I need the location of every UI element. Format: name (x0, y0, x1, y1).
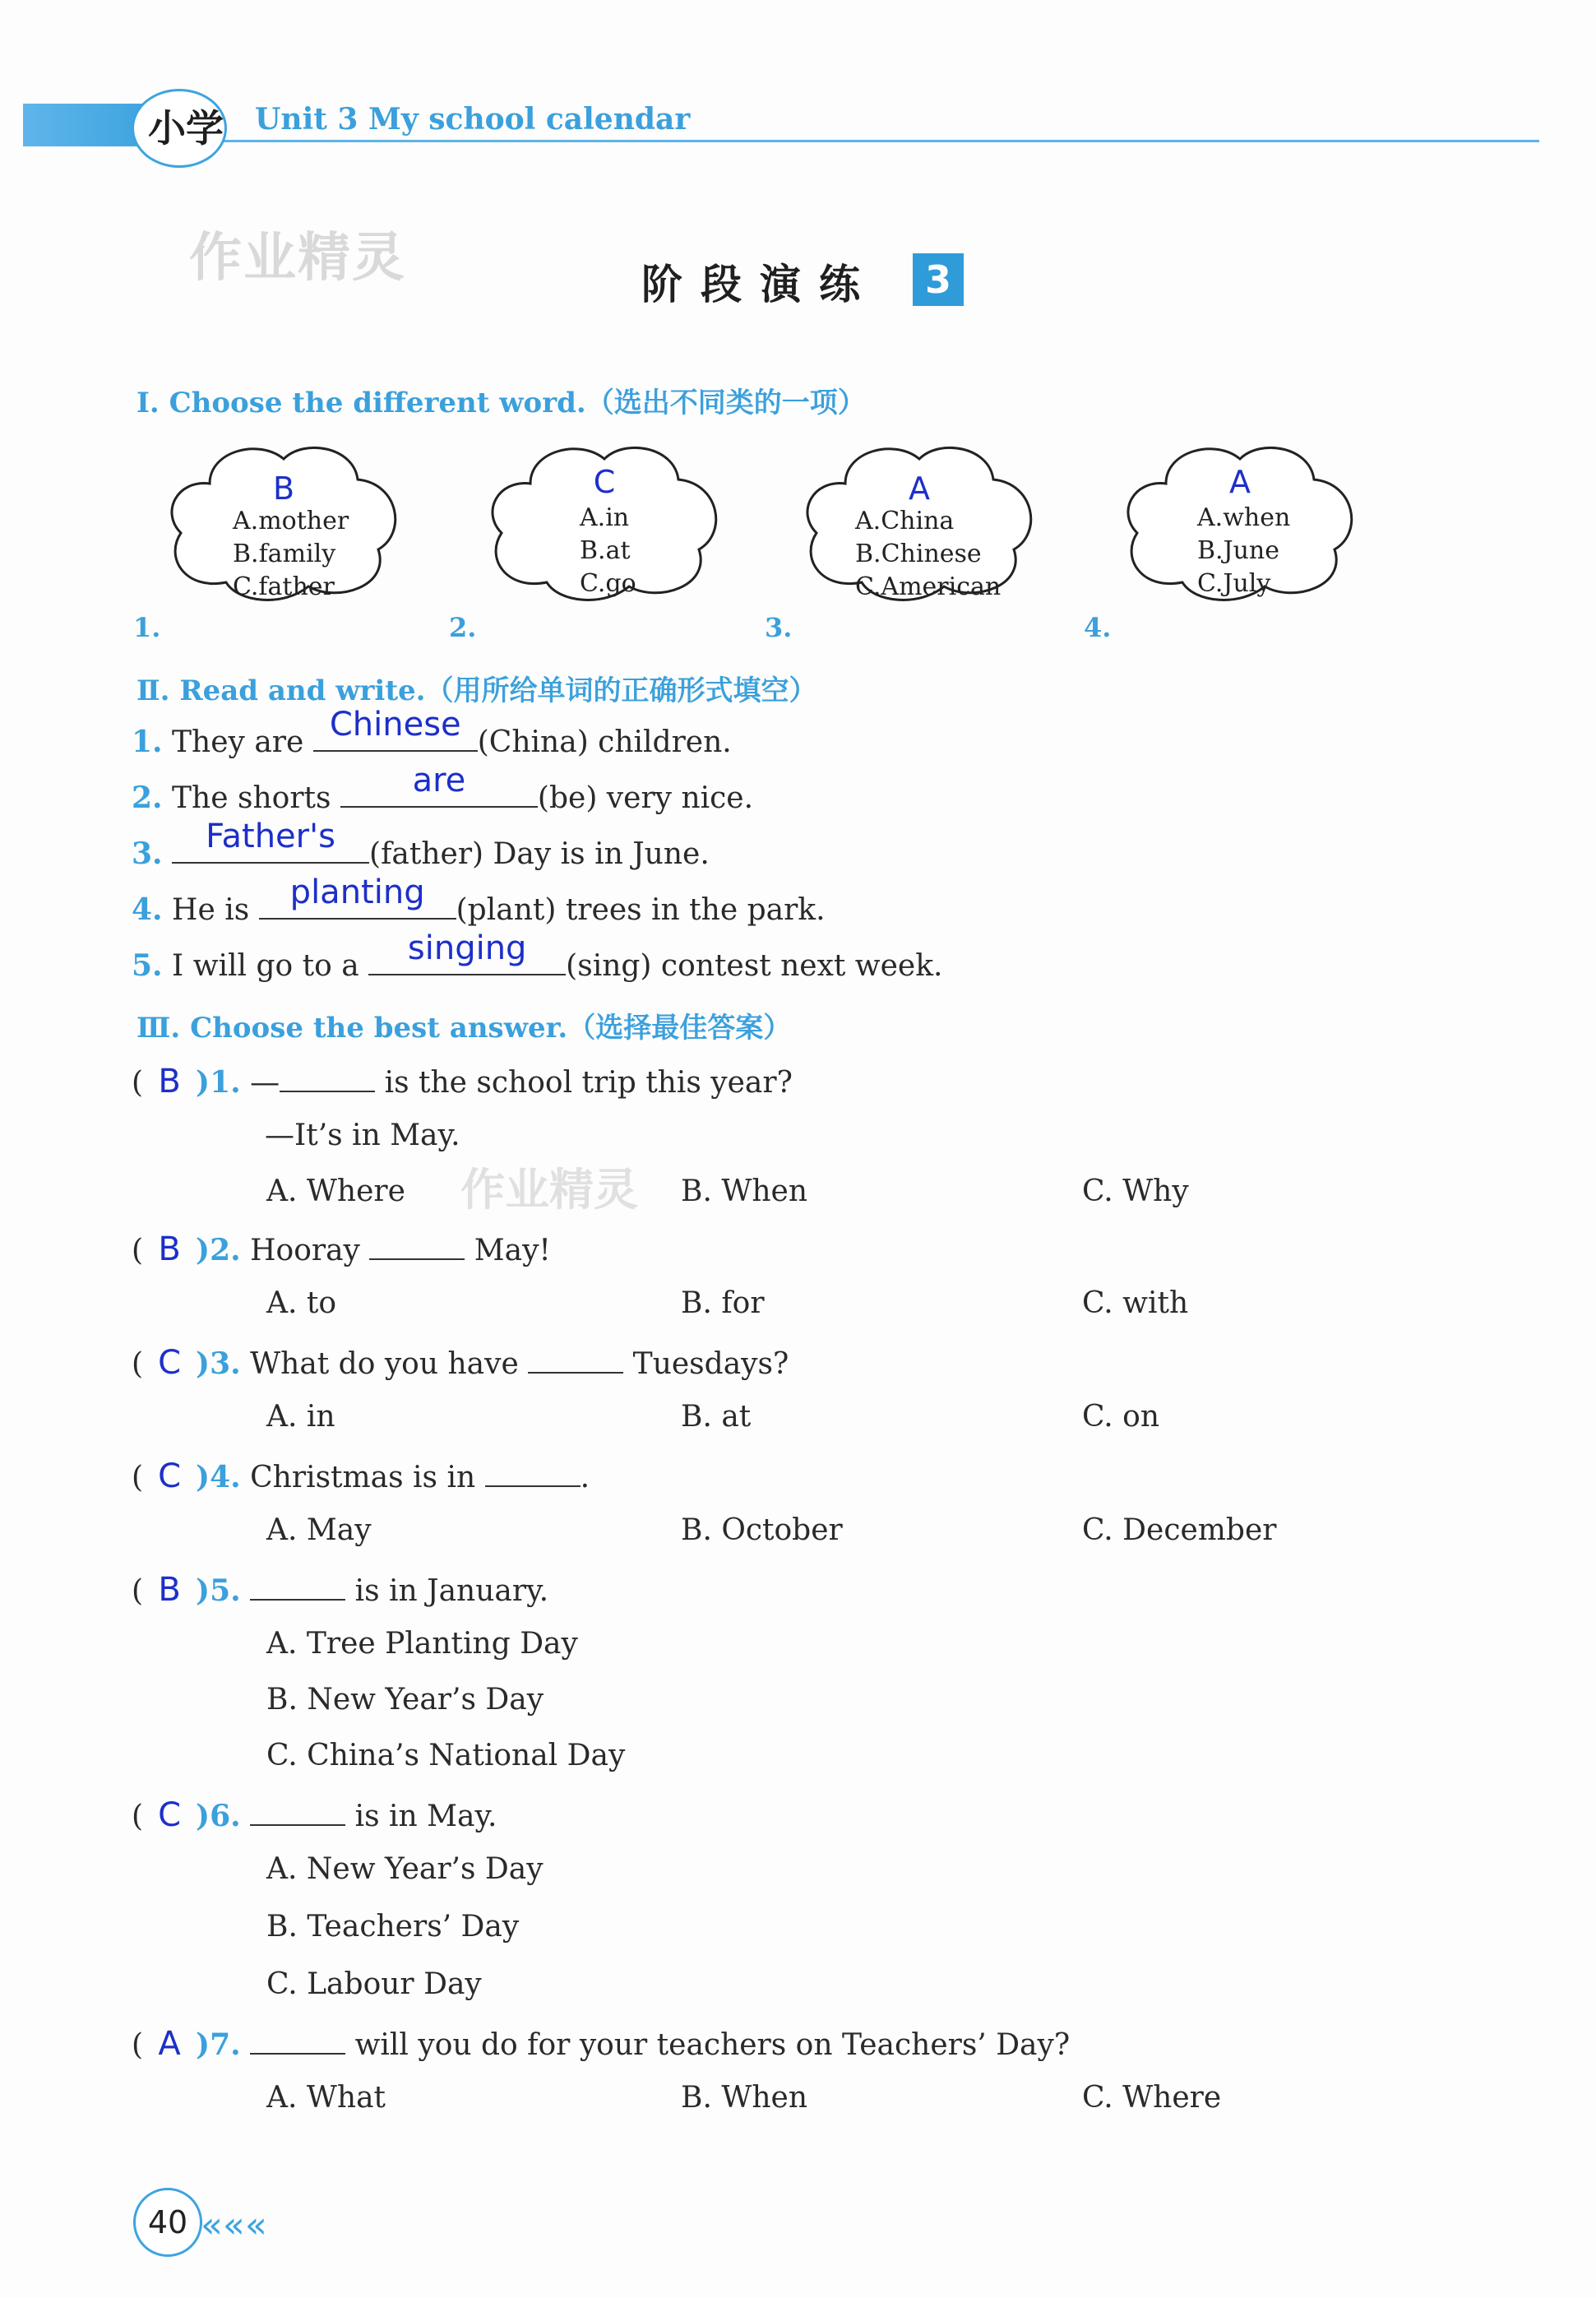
paren-open: ( (132, 1234, 144, 1267)
section-1-heading: Ⅰ. Choose the different word.（选出不同类的一项） (136, 387, 866, 419)
answer-blank (528, 1347, 623, 1374)
option: A. to (266, 1286, 337, 1320)
item-number: 4. (132, 892, 163, 927)
question-text: — (250, 1066, 280, 1100)
answer-mark: B (158, 1063, 181, 1100)
item-text: I will go to a (172, 949, 369, 983)
option: B. for (681, 1286, 765, 1320)
option: B.Chinese (855, 540, 982, 568)
fill-in-item (132, 762, 754, 815)
item-text: (be) very nice. (537, 781, 754, 815)
question-text: is in January. (345, 1574, 549, 1608)
item-text: The shorts (172, 781, 340, 815)
answer-mark: C (158, 1457, 182, 1495)
question-number: )7. (196, 2027, 241, 2062)
answer-blank (280, 1066, 375, 1092)
option: A. Tree Planting Day (266, 1627, 578, 1661)
question-text: Hooray (250, 1234, 370, 1267)
option: B. When (681, 2081, 808, 2115)
option: C. Why (1082, 1174, 1189, 1208)
option: B.at (580, 536, 631, 565)
option: C. Labour Day (266, 1967, 482, 2001)
cloud-option-box (160, 434, 407, 607)
answer-mark: A (1229, 464, 1251, 500)
paren-open: ( (132, 2028, 144, 2062)
option: B. October (681, 1513, 843, 1547)
item-text: (father) Day is in June. (369, 837, 710, 871)
option: C. with (1082, 1286, 1189, 1320)
mc-question (132, 2025, 1070, 2063)
option: C. Where (1082, 2081, 1222, 2115)
section-2-heading: Ⅱ. Read and write.（用所给单词的正确形式填空） (136, 674, 817, 707)
mc-question (132, 1571, 548, 1609)
header-rule (212, 140, 1539, 142)
answer-mark: B (158, 1230, 181, 1268)
answer-mark: A (909, 470, 930, 507)
answer-blank (369, 1234, 465, 1260)
question-number: )5. (196, 1573, 241, 1608)
dialogue-reply: —It’s in May. (265, 1119, 460, 1152)
paren-open: ( (132, 1461, 144, 1494)
question-text: will you do for your teachers on Teachers’ Day? (345, 2028, 1071, 2062)
mc-question (132, 1063, 793, 1100)
title-number-badge: 3 (913, 253, 964, 306)
question-number: 3. (765, 612, 793, 643)
watermark: 作业精灵 (460, 1164, 638, 1216)
item-number: 1. (132, 725, 163, 759)
item-text: (China) children. (477, 725, 732, 759)
mc-question (132, 1457, 590, 1495)
answer-blank (313, 706, 478, 752)
paren-open: ( (132, 1347, 144, 1381)
question-text: May! (465, 1234, 551, 1267)
question-number: 1. (133, 612, 161, 643)
option: C. on (1082, 1400, 1160, 1434)
fill-in-item (132, 929, 943, 983)
option: B.June (1197, 536, 1280, 565)
answer-blank (340, 762, 538, 808)
answer-blank (172, 818, 369, 864)
question-number: )1. (196, 1065, 241, 1100)
mc-question (132, 1796, 497, 1834)
item-number: 3. (132, 836, 163, 871)
unit-title: Unit 3 My school calendar (255, 102, 691, 137)
item-text: (sing) contest next week. (566, 949, 943, 983)
option: C. China’s National Day (266, 1739, 626, 1772)
paren-open: ( (132, 1066, 144, 1100)
question-number: 2. (449, 612, 477, 643)
paren-open: ( (132, 1800, 144, 1833)
fill-in-item (132, 873, 826, 927)
handwritten-answer: are (412, 762, 466, 799)
handwritten-answer: singing (407, 929, 527, 967)
option: A. What (266, 2081, 386, 2115)
answer-blank (485, 1461, 581, 1487)
mc-question (132, 1230, 551, 1268)
cloud-option-box (1117, 434, 1363, 607)
question-text: What do you have (250, 1347, 529, 1381)
option: C.go (580, 569, 636, 598)
option: B. New Year’s Day (266, 1683, 544, 1717)
option: A.China (855, 507, 955, 535)
option: A. New Year’s Day (266, 1852, 544, 1886)
cloud-option-box (481, 434, 728, 607)
answer-mark: C (158, 1344, 182, 1382)
answer-mark: B (158, 1571, 181, 1609)
page-number: 40 (133, 2188, 202, 2257)
cloud-option-box (796, 434, 1043, 607)
section-3-heading: Ⅲ. Choose the best answer.（选择最佳答案） (136, 1012, 792, 1045)
handwritten-answer: planting (289, 873, 425, 911)
page-title: 阶段演练 (641, 260, 878, 308)
watermark: 作业精灵 (189, 228, 406, 289)
question-text: is the school trip this year? (375, 1066, 793, 1100)
option: A.mother (233, 507, 349, 535)
fill-in-item (132, 818, 710, 871)
item-text: They are (172, 725, 313, 759)
handwritten-answer: Father's (206, 818, 335, 855)
question-text: is in May. (345, 1800, 497, 1833)
option: A.when (1197, 503, 1291, 532)
answer-blank (259, 873, 456, 920)
fill-in-item (132, 706, 732, 759)
answer-mark: B (272, 470, 295, 507)
question-number: )3. (196, 1346, 241, 1381)
handwritten-answer: Chinese (329, 706, 461, 744)
answer-blank (250, 1574, 345, 1601)
option: B. at (681, 1400, 752, 1434)
option: A.in (580, 503, 630, 532)
header-badge-text: 小学 (148, 106, 224, 151)
question-number: )6. (196, 1799, 241, 1833)
question-text: . (580, 1461, 590, 1494)
option: B. When (681, 1174, 808, 1208)
question-number: 4. (1084, 612, 1112, 643)
answer-blank (250, 2028, 345, 2055)
answer-blank (250, 1800, 345, 1826)
item-number: 2. (132, 781, 163, 815)
answer-mark: A (158, 2025, 181, 2063)
option: C.father (233, 572, 335, 601)
question-number: )2. (196, 1233, 241, 1267)
question-text: Tuesdays? (623, 1347, 789, 1381)
answer-mark: C (158, 1796, 182, 1834)
question-text: Christmas is in (250, 1461, 485, 1494)
option: C. December (1082, 1513, 1277, 1547)
option: B.family (233, 540, 336, 568)
answer-blank (368, 929, 566, 975)
option: C.July (1197, 569, 1271, 598)
item-text: (plant) trees in the park. (456, 893, 826, 927)
option: A. May (266, 1513, 372, 1547)
option: C.American (855, 572, 1002, 601)
option: B. Teachers’ Day (266, 1910, 520, 1944)
decorative-arrows-icon: ««« (201, 2204, 267, 2246)
paren-open: ( (132, 1574, 144, 1608)
question-number: )4. (196, 1460, 241, 1494)
option: A. Where (266, 1174, 405, 1208)
answer-mark: C (593, 464, 616, 500)
mc-question (132, 1344, 789, 1382)
option: A. in (266, 1400, 335, 1434)
item-text: He is (172, 893, 259, 927)
item-number: 5. (132, 948, 163, 983)
